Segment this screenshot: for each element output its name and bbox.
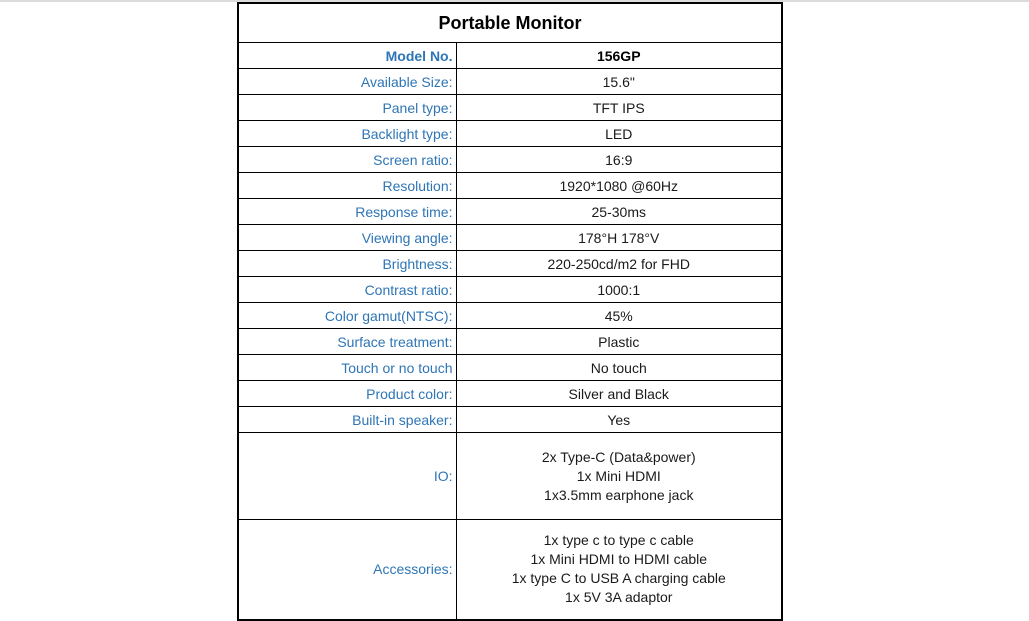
spec-value: 1920*1080 @60Hz (456, 173, 782, 199)
spec-label: Panel type: (238, 95, 456, 121)
spec-row (238, 121, 782, 147)
spec-row (238, 199, 782, 225)
table-title: Portable Monitor (238, 3, 782, 43)
spec-row (238, 95, 782, 121)
spec-label: Accessories: (238, 520, 456, 620)
spec-row (238, 277, 782, 303)
spec-row (238, 69, 782, 95)
spec-row (238, 251, 782, 277)
spec-row (238, 147, 782, 173)
spec-label: Model No. (238, 43, 456, 69)
spec-value: Plastic (456, 329, 782, 355)
spec-row (238, 433, 782, 520)
spec-label: Built-in speaker: (238, 407, 456, 433)
spec-value: 1000:1 (456, 277, 782, 303)
spec-label: Available Size: (238, 69, 456, 95)
spec-value: 1x type c to type c cable 1x Mini HDMI to HDMI cable 1x type C to USB A charging cable 1x 5V 3A adaptor (456, 520, 782, 620)
spec-table (237, 2, 783, 621)
spec-label: Product color: (238, 381, 456, 407)
spec-value: TFT IPS (456, 95, 782, 121)
spec-label: Backlight type: (238, 121, 456, 147)
spec-label: Surface treatment: (238, 329, 456, 355)
spec-value: Yes (456, 407, 782, 433)
spec-label: IO: (238, 433, 456, 520)
spec-row (238, 329, 782, 355)
spec-row (238, 43, 782, 69)
spec-label: Resolution: (238, 173, 456, 199)
spec-label: Viewing angle: (238, 225, 456, 251)
spec-value: LED (456, 121, 782, 147)
spec-value: 178°H 178°V (456, 225, 782, 251)
spec-value: 156GP (456, 43, 782, 69)
spec-value: 15.6" (456, 69, 782, 95)
spec-row (238, 381, 782, 407)
spec-row (238, 355, 782, 381)
spec-label: Touch or no touch (238, 355, 456, 381)
spec-row (238, 520, 782, 620)
spec-row (238, 173, 782, 199)
spec-label: Color gamut(NTSC): (238, 303, 456, 329)
title-row (238, 3, 782, 43)
spec-label: Screen ratio: (238, 147, 456, 173)
spec-rows (238, 43, 782, 620)
spec-value: 16:9 (456, 147, 782, 173)
spec-value: 220-250cd/m2 for FHD (456, 251, 782, 277)
spec-label: Brightness: (238, 251, 456, 277)
spec-row (238, 225, 782, 251)
spec-value: 45% (456, 303, 782, 329)
spec-row (238, 303, 782, 329)
spec-row (238, 407, 782, 433)
spec-value: Silver and Black (456, 381, 782, 407)
spec-label: Response time: (238, 199, 456, 225)
spec-value: 2x Type-C (Data&power) 1x Mini HDMI 1x3.5mm earphone jack (456, 433, 782, 520)
spec-value: 25-30ms (456, 199, 782, 225)
spec-label: Contrast ratio: (238, 277, 456, 303)
spec-value: No touch (456, 355, 782, 381)
